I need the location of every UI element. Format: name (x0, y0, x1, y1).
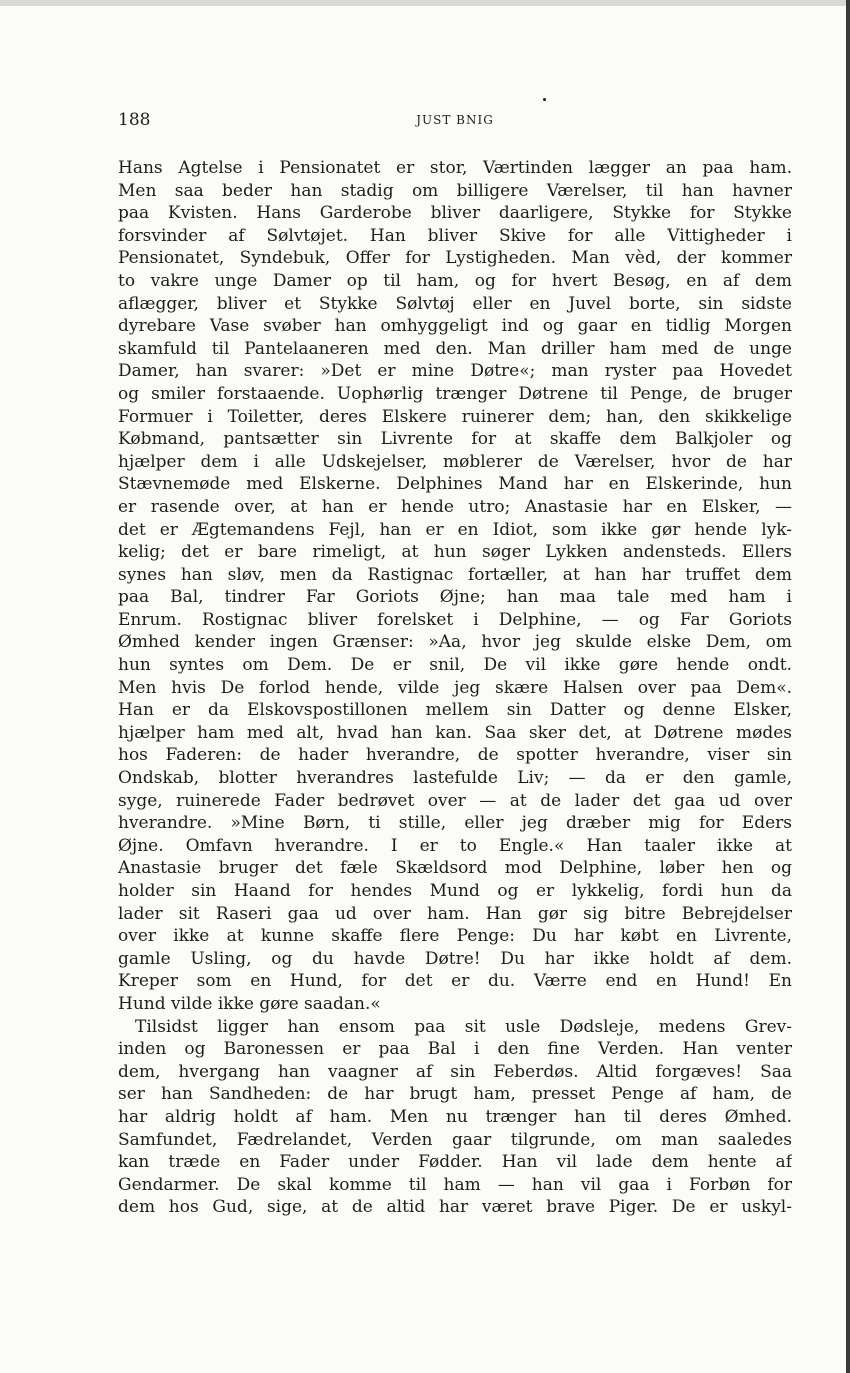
running-head: JUST BNIG (416, 113, 494, 127)
text-line: Han er da Elskovspostillonen mellem sin Datter og denne Elsker, (118, 700, 792, 721)
text-line: Pensionatet, Syndebuk, Offer for Lystigheden. Man vèd, der kommer (118, 248, 792, 269)
text-line: hun syntes om Dem. De er snil, De vil ikke gøre hende ondt. (118, 655, 792, 676)
text-line: Formuer i Toiletter, deres Elskere ruinerer dem; han, den skikkelige (118, 406, 792, 427)
text-line: Ømhed kender ingen Grænser: »Aa, hvor jeg skulde elske Dem, om (118, 632, 792, 653)
text-line: synes han sløv, men da Rastignac fortæller, at han har truffet dem (118, 564, 792, 585)
text-line: Enrum. Rostignac bliver forelsket i Delphine, — og Far Goriots (118, 609, 792, 630)
text-line: Kreper som en Hund, for det er du. Værre end en Hund! En (118, 971, 792, 992)
text-line: Samfundet, Fædrelandet, Verden gaar tilgrunde, om man saaledes (118, 1129, 792, 1150)
text-line: kelig; det er bare rimeligt, at hun søger Lykken andensteds. Ellers (118, 542, 792, 563)
text-line: dem, hvergang han vaagner af sin Feberdøs. Altid forgæves! Saa (118, 1061, 792, 1082)
text-line: ser han Sandheden: de har brugt ham, presset Penge af ham, de (118, 1084, 792, 1105)
text-line: Øjne. Omfavn hverandre. I er to Engle.« Han taaler ikke at (118, 835, 792, 856)
text-line: inden og Baronessen er paa Bal i den fine Verden. Han venter (118, 1039, 792, 1060)
text-line: holder sin Haand for hendes Mund og er lykkelig, fordi hun da (118, 881, 792, 901)
text-line: forsvinder af Sølvtøjet. Han bliver Skive for alle Vittigheder i (118, 225, 792, 246)
text-line: Men saa beder han stadig om billigere Værelser, til han havner (118, 180, 792, 201)
text-line: Stævnemøde med Elskerne. Delphines Mand har en Elskerinde, hun (118, 474, 792, 495)
text-line: lader sit Raseri gaa ud over ham. Han gør sig bitre Bebrejdelser (118, 903, 792, 924)
text-line: dyrebare Vase svøber han omhyggeligt ind og gaar en tidlig Morgen (118, 316, 792, 337)
text-line: gamle Usling, og du havde Døtre! Du har ikke holdt af dem. (118, 948, 792, 969)
text-line: hjælper dem i alle Udskejelser, møblerer de Værelser, hvor de har (118, 451, 792, 472)
text-line: skamfuld til Pantelaaneren med den. Man driller ham med de unge (118, 338, 792, 359)
text-line: Men hvis De forlod hende, vilde jeg skære Halsen over paa Dem«. (118, 677, 792, 698)
text-line: Anastasie bruger det fæle Skældsord mod Delphine, løber hen og (118, 858, 792, 879)
text-line: hverandre. »Mine Børn, ti stille, eller jeg dræber mig for Eders (118, 813, 792, 834)
text-line: Damer, han svarer: »Det er mine Døtre«; man ryster paa Hovedet (118, 361, 792, 382)
text-line: to vakre unge Damer op til ham, og for hvert Besøg, en af dem (118, 270, 792, 291)
printer-mark (543, 98, 546, 101)
page-number: 188 (118, 110, 151, 130)
text-line: paa Kvisten. Hans Garderobe bliver daarligere, Stykke for Stykke (118, 203, 792, 224)
text-line: dem hos Gud, sige, at de altid har været brave Piger. De er uskyl- (118, 1197, 792, 1218)
text-line: hjælper ham med alt, hvad han kan. Saa sker det, at Døtrene mødes (118, 722, 792, 743)
text-line: Ondskab, blotter hverandres lastefulde Liv; — da er den gamle, (118, 768, 792, 789)
text-line: aflægger, bliver et Stykke Sølvtøj eller en Juvel borte, sin sidste (118, 293, 792, 314)
text-line: Hund vilde ikke gøre saadan.« (118, 993, 381, 1014)
text-line: kan træde en Fader under Fødder. Han vil lade dem hente af (118, 1152, 792, 1173)
text-line: syge, ruinerede Fader bedrøvet over — at de lader det gaa ud over (118, 790, 792, 811)
text-line: er rasende over, at han er hende utro; Anastasie har en Elsker, — (118, 496, 792, 517)
text-line: over ikke at kunne skaffe flere Penge: Du har købt en Livrente, (118, 926, 792, 947)
text-line: Købmand, pantsætter sin Livrente for at skaffe dem Balkjoler og (118, 429, 792, 450)
text-line: det er Ægtemandens Fejl, han er en Idiot, som ikke gør hende lyk- (118, 519, 792, 540)
body-text (118, 157, 792, 1219)
text-line: har aldrig holdt af ham. Men nu trænger han til deres Ømhed. (118, 1106, 792, 1127)
page-header (118, 110, 792, 134)
text-line: og smiler forstaaende. Uophørlig trænger Døtrene til Penge, de bruger (118, 383, 792, 404)
text-line: paa Bal, tindrer Far Goriots Øjne; han maa tale med ham i (118, 587, 792, 608)
scan-border-right (846, 0, 850, 1373)
text-line: Gendarmer. De skal komme til ham — han vil gaa i Forbøn for (118, 1174, 792, 1195)
paragraph-start-line: Tilsidst ligger han ensom paa sit usle Dødsleje, medens Grev- (135, 1016, 792, 1037)
text-line: Hans Agtelse i Pensionatet er stor, Værtinden lægger an paa ham. (118, 158, 792, 178)
text-line: hos Faderen: de hader hverandre, de spotter hverandre, viser sin (118, 745, 792, 766)
